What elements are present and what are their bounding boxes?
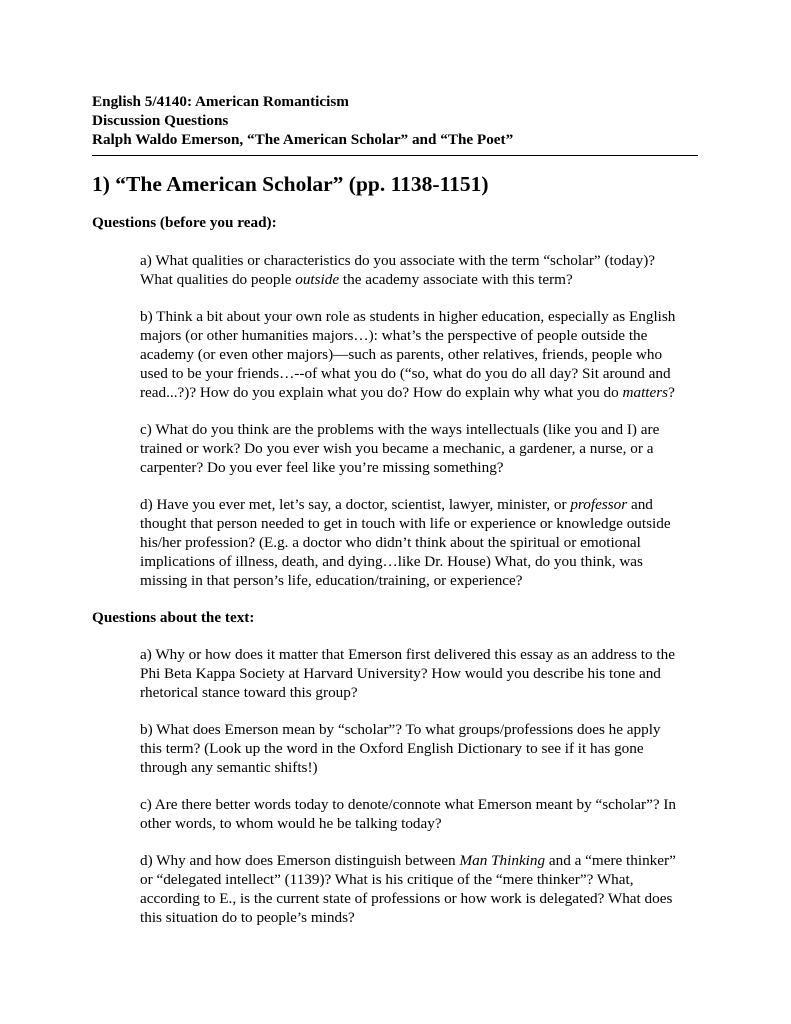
question-line: Phi Beta Kappa Society at Harvard University? How would you describe his tone and bbox=[140, 665, 661, 682]
emphasis-text: matters bbox=[622, 384, 669, 401]
before-reading-heading: Questions (before you read): bbox=[92, 214, 277, 231]
question-line: through any semantic shifts!) bbox=[140, 759, 318, 776]
question-line: or “delegated intellect” (1139)? What is his critique of the “mere thinker”? What, bbox=[140, 871, 634, 888]
emphasis-text: Man Thinking bbox=[459, 852, 546, 869]
question-line: used to be your friends…--of what you do (“so, what do you do all day? Sit around and bbox=[140, 365, 671, 382]
question-line: his/her profession? (E.g. a doctor who didn’t think about the spiritual or emotional bbox=[140, 534, 641, 551]
question-line: d) Have you ever met, let’s say, a doctor, scientist, lawyer, minister, or professor and bbox=[140, 496, 653, 513]
question-line: according to E., is the current state of professions or how work is delegated? What does bbox=[140, 890, 673, 907]
question-line: academy (or even other majors)—such as parents, other relatives, friends, people who bbox=[140, 346, 663, 363]
question-line: b) What does Emerson mean by “scholar”? To what groups/professions does he apply bbox=[140, 721, 661, 738]
question-line: other words, to whom would he be talking today? bbox=[140, 815, 442, 832]
question-line: a) Why or how does it matter that Emerson first delivered this essay as an address to the bbox=[140, 646, 675, 663]
question-line: c) Are there better words today to denote/connote what Emerson meant by “scholar”? In bbox=[140, 796, 677, 813]
question-line: read...?)? How do you explain what you do? How do explain why what you do matters? bbox=[140, 384, 675, 401]
question-line: implications of illness, death, and dying…like Dr. House) What, do you think, was bbox=[140, 553, 643, 570]
question-line: What qualities do people outside the academy associate with this term? bbox=[140, 271, 573, 288]
question-line: this situation do to people’s minds? bbox=[140, 909, 355, 926]
header-divider bbox=[92, 155, 698, 156]
question-line: rhetorical stance toward this group? bbox=[140, 684, 358, 701]
document-topic: Ralph Waldo Emerson, “The American Scholar” and “The Poet” bbox=[92, 131, 514, 148]
document-type: Discussion Questions bbox=[92, 112, 229, 129]
section-title: 1) “The American Scholar” (pp. 1138-1151) bbox=[92, 172, 489, 196]
question-line: majors (or other humanities majors…): what’s the perspective of people outside the bbox=[140, 327, 648, 344]
question-line: a) What qualities or characteristics do you associate with the term “scholar” (today)? bbox=[140, 252, 656, 269]
question-line: this term? (Look up the word in the Oxford English Dictionary to see if it has gone bbox=[140, 740, 644, 757]
question-line: b) Think a bit about your own role as students in higher education, especially as English bbox=[140, 308, 676, 325]
before-question-d bbox=[140, 495, 700, 590]
question-line: missing in that person’s life, education/training, or experience? bbox=[140, 572, 523, 589]
emphasis-text: outside bbox=[295, 271, 340, 288]
text-question-b bbox=[140, 720, 700, 777]
question-line: trained or work? Do you ever wish you became a mechanic, a gardener, a nurse, or a bbox=[140, 440, 654, 457]
about-text-heading: Questions about the text: bbox=[92, 609, 255, 626]
question-line: d) Why and how does Emerson distinguish between Man Thinking and a “mere thinker” bbox=[140, 852, 676, 869]
before-question-b bbox=[140, 307, 700, 402]
emphasis-text: professor bbox=[570, 496, 628, 513]
document-page bbox=[92, 92, 700, 927]
question-line: carpenter? Do you ever feel like you’re missing something? bbox=[140, 459, 504, 476]
text-question-a bbox=[140, 645, 700, 702]
before-question-c bbox=[140, 420, 700, 477]
course-title: English 5/4140: American Romanticism bbox=[92, 93, 349, 110]
question-line: thought that person needed to get in touch with life or experience or knowledge outside bbox=[140, 515, 671, 532]
before-question-a bbox=[140, 251, 700, 289]
text-question-c bbox=[140, 795, 700, 833]
question-line: c) What do you think are the problems with the ways intellectuals (like you and I) are bbox=[140, 421, 660, 438]
text-question-d bbox=[140, 851, 700, 927]
